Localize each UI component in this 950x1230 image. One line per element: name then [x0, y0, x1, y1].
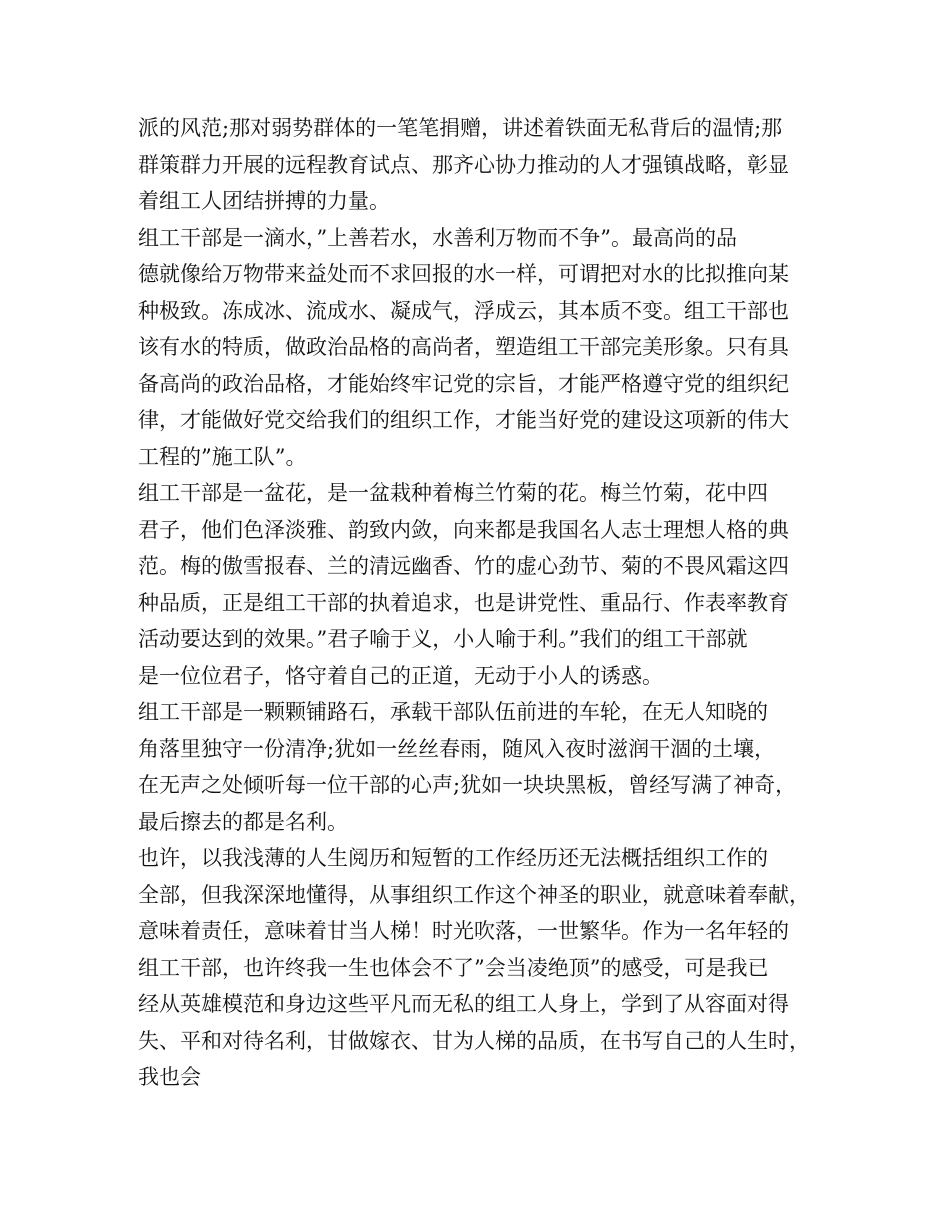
text-line: 我也会 [138, 1065, 201, 1089]
text-line: 全部，但我深深地懂得，从事组织工作这个神圣的职业，就意味着奉献， [138, 882, 810, 907]
text-line: 失、平和对待名利，甘做嫁衣、甘为人梯的品质，在书写自己的人生时， [138, 1028, 810, 1053]
text-line: 工程的”施工队”。 [138, 444, 307, 469]
text-line: 着组工人团结拼搏的力量。 [138, 189, 390, 213]
text-line: 群策群力开展的远程教育试点、那齐心协力推动的人才强镇战略，彰显 [138, 152, 789, 177]
text-line: 最后擦去的都是名利。 [138, 809, 348, 834]
text-line: 组工干部是一颗颗铺路石，承载干部队伍前进的车轮，在无人知晓的 [138, 700, 768, 724]
text-line: 种品质，正是组工干部的执着追求，也是讲党性、重品行、作表率教育 [138, 590, 789, 615]
text-line: 范。梅的傲雪报春、兰的清远幽香、竹的虚心劲节、菊的不畏风霜这四 [138, 554, 789, 578]
text-line: 备高尚的政治品格，才能始终牢记党的宗旨，才能严格遵守党的组织纪 [138, 371, 789, 396]
text-line: 组工干部，也许终我一生也体会不了”会当凌绝顶”的感受，可是我已 [138, 955, 769, 980]
text-line: 是一位位君子，恪守着自己的正道，无动于小人的诱惑。 [138, 663, 663, 688]
text-line: 在无声之处倾听每一位干部的心声;犹如一块块黑板，曾经写满了神奇， [138, 773, 797, 797]
text-line: 种极致。冻成冰、流成水、凝成气，浮成云，其本质不变。组工干部也 [138, 298, 789, 323]
document-body [138, 110, 828, 1096]
text-line: 派的风范;那对弱势群体的一笔笔捐赠，讲述着铁面无私背后的温情;那 [138, 116, 783, 140]
text-line: 经从英雄模范和身边这些平凡而无私的组工人身上，学到了从容面对得 [138, 992, 789, 1016]
text-line: 意味着责任，意味着甘当人梯！时光吹落，一世繁华。作为一名年轻的 [138, 919, 789, 943]
text-line: 组工干部是一滴水，”上善若水，水善利万物而不争”。最高尚的品 [138, 225, 737, 250]
text-line: 律，才能做好党交给我们的组织工作，才能当好党的建设这项新的伟大 [138, 408, 789, 432]
text-line: 君子，他们色泽淡雅、韵致内敛，向来都是我国名人志士理想人格的典 [138, 517, 789, 542]
text-line: 该有水的特质，做政治品格的高尚者，塑造组工干部完美形象。只有具 [138, 335, 789, 359]
text-line: 角落里独守一份清净;犹如一丝丝春雨，随风入夜时滋润干涸的土壤， [138, 736, 776, 761]
text-line: 也许，以我浅薄的人生阅历和短暂的工作经历还无法概括组织工作的 [138, 846, 768, 870]
text-line: 组工干部是一盆花，是一盆栽种着梅兰竹菊的花。梅兰竹菊，花中四 [138, 481, 768, 505]
text-line: 活动要达到的效果。”君子喻于义，小人喻于利。”我们的组工干部就 [138, 627, 748, 651]
text-line: 德就像给万物带来益处而不求回报的水一样，可谓把对水的比拟推向某 [138, 262, 789, 286]
